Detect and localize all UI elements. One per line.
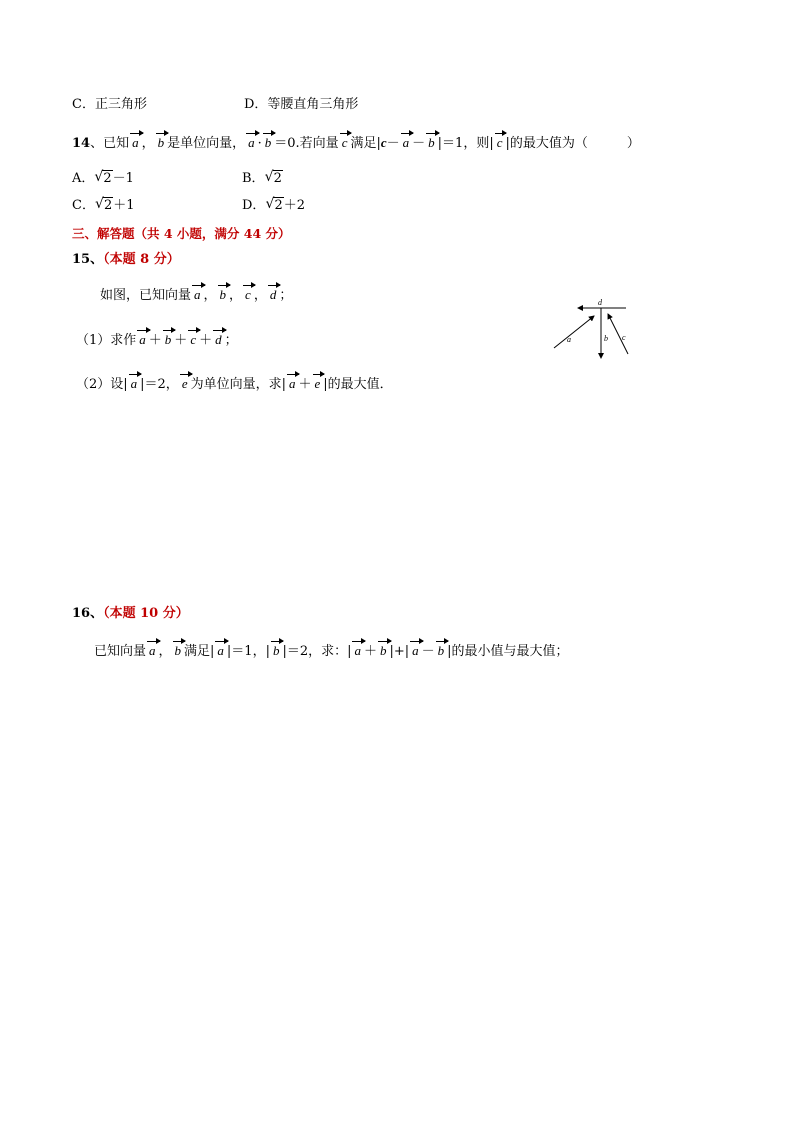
minus-operator: － [412, 136, 426, 151]
sqrt-symbol: √ 2 [94, 196, 113, 213]
q13-option-d: D．等腰直角三角形 [244, 97, 359, 112]
vector-b: b [428, 135, 435, 150]
q16-number: 16 [72, 606, 91, 621]
vector-b: b [164, 332, 172, 347]
vector-b: b [174, 643, 182, 658]
q15-part2-text-4: |的最大值． [323, 377, 393, 392]
vector-b: b [437, 643, 445, 658]
vector-a: a [248, 135, 255, 150]
figure-label-b: b [604, 334, 608, 343]
comma: ， [229, 288, 243, 303]
vector-b: b [157, 135, 165, 150]
vector-a: a [132, 135, 139, 150]
q15-sep: 、 [90, 252, 104, 267]
q14-text-1: 、已知 [90, 136, 130, 151]
vector-e: e [181, 376, 188, 391]
q15-intro [100, 286, 292, 305]
vector-a: a [194, 287, 201, 302]
q15-score: （本题 8 分） [103, 252, 180, 267]
figure-label-d: d [598, 298, 602, 307]
plus-operator: ＋ [148, 333, 162, 348]
q16-heading [72, 605, 189, 623]
q15-part2-text-2: |＝2， [140, 377, 179, 392]
vector-c: c [245, 287, 251, 302]
q14-option-d [242, 197, 305, 215]
sqrt-symbol: √ 2 [94, 169, 112, 186]
vector-a: a [139, 332, 146, 347]
q14-text-5: |＝1，则| [437, 136, 494, 151]
comma: ， [253, 288, 267, 303]
q13-option-c: C．正三角形 [72, 97, 147, 112]
vector-d: d [269, 287, 277, 302]
q14-options-row-1 [72, 169, 282, 188]
plus-operator: ＋ [199, 333, 213, 348]
q14-stem [72, 134, 640, 153]
q16-text-5: |+| [389, 644, 410, 659]
vector-a: a [288, 376, 296, 391]
q14-text-4: 满足| [350, 136, 381, 151]
comma: ， [158, 644, 172, 659]
option-tail: ＋2 [283, 198, 305, 213]
option-label: D． [242, 198, 266, 213]
dot-operator: · [257, 136, 262, 151]
q16-text-6: |的最小值与最大值； [447, 644, 569, 659]
figure-label-a: a [567, 335, 571, 344]
q14-option-b [242, 170, 283, 188]
option-label: B． [242, 171, 265, 186]
q15-part2-text-3: 为单位向量，求| [190, 377, 286, 392]
radicand: 2 [103, 171, 112, 186]
semicolon: ； [279, 288, 293, 303]
q15-part1 [76, 331, 238, 350]
semicolon: ； [224, 333, 238, 348]
minus-operator: － [386, 136, 400, 151]
vector-b: b [380, 643, 387, 658]
q16-stem [94, 642, 569, 661]
vector-a: a [217, 643, 224, 658]
q16-text-3: |＝1，| [226, 644, 270, 659]
q14-options-row-2 [72, 196, 305, 215]
vector-figure [550, 296, 640, 366]
radicand: 2 [273, 171, 282, 186]
vector-a: a [402, 135, 410, 150]
minus-operator: － [421, 644, 435, 659]
section-heading: 三、解答题（共 4 小题，满分 44 分） [72, 226, 291, 241]
option-label: C． [72, 198, 95, 213]
plus-operator: ＋ [298, 377, 312, 392]
q14-number: 14 [72, 136, 91, 151]
vector-a: a [149, 643, 156, 658]
vector-a: a [412, 643, 419, 658]
vector-b: b [272, 643, 280, 658]
plus-operator: ＋ [363, 644, 377, 659]
vector-d: d [215, 332, 222, 347]
q15-part2-text-1: （2）设| [76, 377, 128, 392]
radicand: 2 [103, 198, 113, 213]
q14-text-2: 是单位向量， [167, 136, 246, 151]
option-label: A． [72, 171, 95, 186]
vector-c: c [496, 135, 503, 150]
option-tail: ＋1 [113, 198, 135, 213]
vector-c-bold: c [380, 135, 387, 150]
q15-part2 [76, 375, 393, 394]
q16-text-2: 满足| [184, 644, 215, 659]
q16-score: （本题 10 分） [103, 606, 189, 621]
q15-heading [72, 251, 180, 269]
vector-c: c [341, 135, 348, 150]
option-tail: －1 [112, 171, 134, 186]
vector-a: a [354, 643, 361, 658]
q14-text-6: |的最大值为（ ） [505, 136, 640, 151]
vector-b: b [219, 287, 227, 302]
q14-option-a [72, 171, 134, 186]
q14-sep: ， [141, 136, 155, 151]
q16-text-1: 已知向量 [94, 644, 147, 659]
vector-a: a [130, 376, 138, 391]
q13-options [72, 96, 359, 114]
q15-number: 15 [72, 252, 91, 267]
vector-c: c [190, 332, 197, 347]
radicand: 2 [274, 198, 283, 213]
figure-label-c: c [622, 333, 626, 342]
q15-intro-text: 如图，已知向量 [100, 288, 192, 303]
vector-e: e [314, 376, 321, 391]
vector-a-arrow [554, 316, 594, 348]
vector-b: b [264, 135, 272, 150]
comma: ， [203, 288, 217, 303]
sqrt-symbol: √ 2 [264, 169, 282, 186]
q14-option-c [72, 198, 135, 213]
q16-text-4: |＝2，求：| [282, 644, 352, 659]
q15-part1-text: （1）求作 [76, 333, 137, 348]
sqrt-symbol: √ 2 [265, 196, 283, 213]
q16-sep: 、 [90, 606, 104, 621]
q14-text-3: ＝0.若向量 [274, 136, 339, 151]
plus-operator: ＋ [174, 333, 188, 348]
